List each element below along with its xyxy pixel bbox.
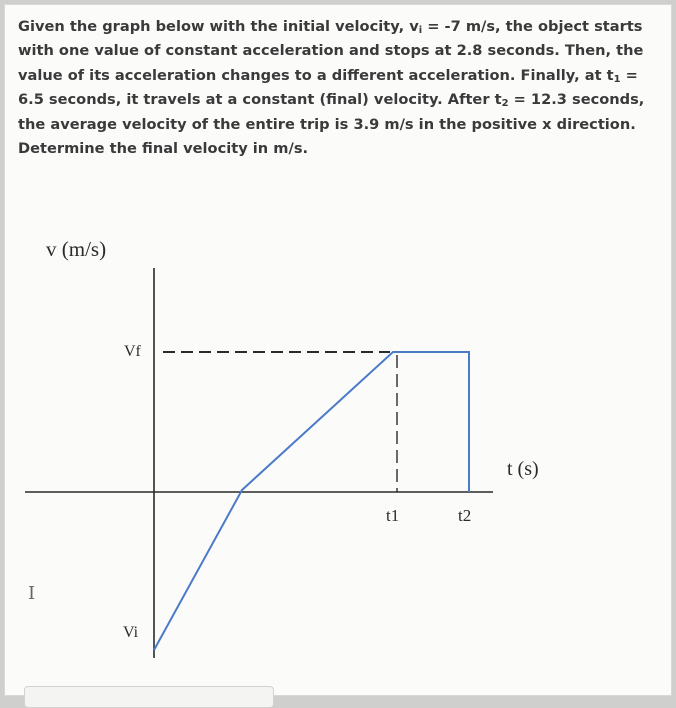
vf-label: Vf xyxy=(124,343,141,360)
velocity-line xyxy=(154,352,472,650)
answer-input[interactable] xyxy=(24,686,274,708)
y-axis-label: v (m/s) xyxy=(46,237,107,261)
question-text: Given the graph below with the initial velocity, $v_i = -7$ m/s, the object starts with one value of constant acceleration and stops at 2.8 seconds. Then, the value of its acceleration changes to a different acceleration. Finally, at $t_1 = 6.5$ seconds, it travels at a constant (final) velocity. After $t_2 = 12.3$ seconds, the average velocity of the entire trip is 3.9 m/s in the positive x direction. Determine the final velocity in m/s. xyxy=(18,18,645,158)
x-axis-label: t (s) xyxy=(507,458,539,480)
vi-label: Vi xyxy=(123,624,139,641)
text-cursor-icon: I xyxy=(28,583,36,604)
t1-label: t1 xyxy=(386,506,400,525)
t2-label: t2 xyxy=(458,506,472,525)
